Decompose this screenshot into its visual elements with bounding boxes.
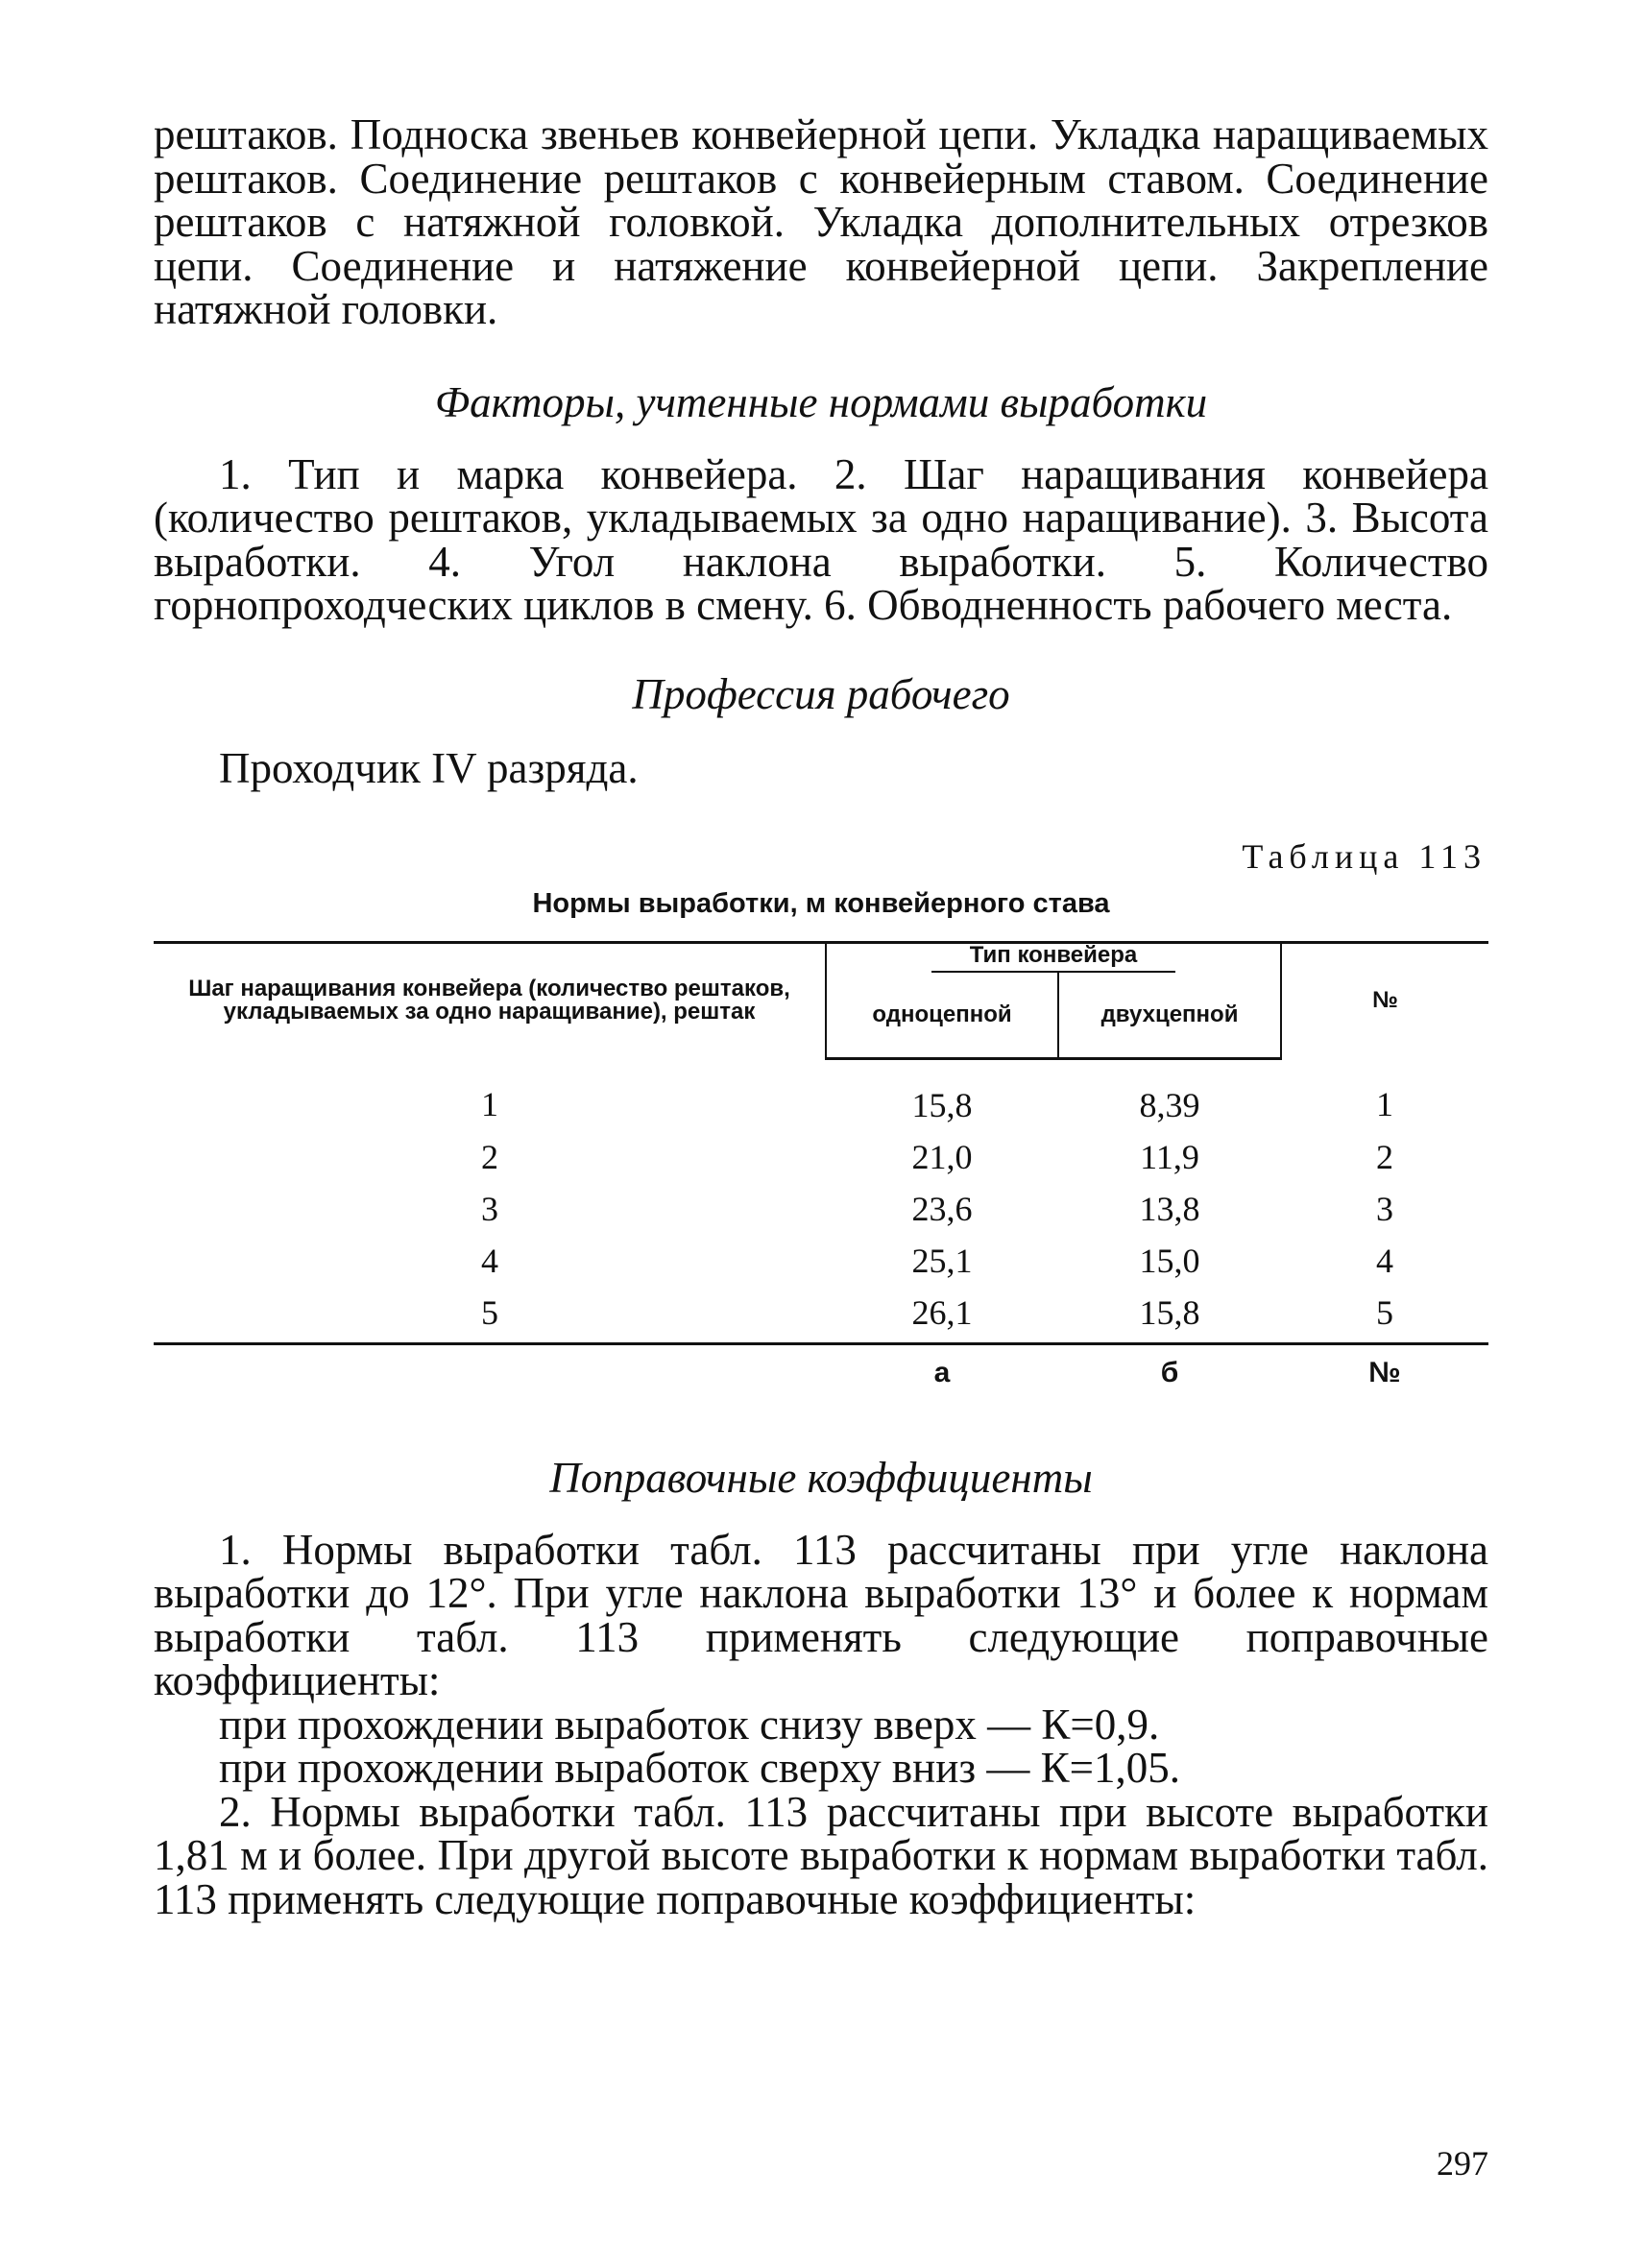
table-row (154, 1131, 1488, 1183)
norms-table (154, 941, 1488, 1390)
cell-num: 4 (1376, 1241, 1394, 1280)
page-number: 297 (1437, 2144, 1488, 2183)
cell-num: 5 (1281, 1287, 1488, 1344)
table-row (154, 1183, 1488, 1235)
corrections-item-1-down: при прохождении выработок сверху вниз — К=1,05. (219, 1744, 1180, 1792)
cell-single: 15,8 (911, 1085, 973, 1124)
header-number: № (1281, 942, 1488, 1058)
corrections-item-1-up: при прохождении выработок снизу вверх — К=0,9. (219, 1700, 1160, 1749)
table-row (154, 1235, 1488, 1287)
profession-heading: Профессия рабочего (632, 669, 1010, 718)
profession-text: Проходчик IV разряда. (219, 743, 639, 792)
corrections-item-1: 1. Нормы выработки табл. 113 рассчитаны при угле наклона выработки до 12°. При угле наклона выработки 13° и более к нормам выработки табл. 113 применять следующие поправочные коэффициенты: (154, 1525, 1488, 1704)
footer-double: б (1160, 1356, 1179, 1388)
corrections-item-2: 2. Нормы выработки табл. 113 рассчитаны при высоте выработки 1,81 м и более. При другой высоте выработки к нормам выработки табл. 113 применять следующие поправочные коэффициенты: (154, 1787, 1488, 1923)
footer-num: № (1368, 1356, 1401, 1388)
cell-step: 2 (481, 1137, 498, 1176)
cell-double: 15,0 (1139, 1241, 1200, 1280)
cell-double: 11,9 (1140, 1137, 1199, 1176)
header-conveyor-type-label: Тип конвейера (931, 944, 1175, 973)
cell-num: 2 (1376, 1137, 1394, 1176)
table-footer-row (154, 1343, 1488, 1390)
cell-num: 3 (1376, 1189, 1394, 1228)
cell-step: 1 (481, 1084, 498, 1123)
cell-step: 5 (154, 1287, 826, 1344)
cell-single: 26,1 (826, 1287, 1058, 1344)
table-title: Нормы выработки, м конвейерного става (532, 887, 1110, 919)
header-step: Шаг наращивания конвейера (количество рештаков, укладываемых за одно наращивание), рештак (154, 942, 826, 1058)
cell-single: 23,6 (911, 1189, 973, 1228)
document-page (154, 110, 1488, 1923)
cell-double: 15,8 (1058, 1287, 1281, 1344)
cell-single: 25,1 (911, 1241, 973, 1280)
cell-double: 13,8 (1139, 1189, 1200, 1228)
table-row (154, 1058, 1488, 1131)
cell-single: 21,0 (911, 1137, 973, 1176)
footer-single: а (933, 1356, 951, 1388)
header-single-chain: одноцепной (826, 973, 1058, 1059)
intro-paragraph: рештаков. Подноска звеньев конвейерной цепи. Укладка наращиваемых рештаков. Соединение рештаков с конвейерным ставом. Соединение рештаков с натяжной головкой. Укладка дополнительных отрезков цепи. Соединение и натяжение конвейерной цепи. Закрепление натяжной головки. (154, 110, 1488, 333)
factors-heading: Факторы, учтенные нормами выработки (434, 377, 1208, 426)
header-double-chain: двухцепной (1058, 973, 1281, 1059)
cell-double: 8,39 (1139, 1085, 1200, 1124)
cell-step: 4 (481, 1241, 498, 1280)
cell-num: 1 (1376, 1084, 1394, 1123)
cell-step: 3 (481, 1189, 498, 1228)
table-row (154, 1287, 1488, 1344)
footer-empty (154, 1343, 826, 1390)
factors-paragraph: 1. Тип и марка конвейера. 2. Шаг наращивания конвейера (количество рештаков, укладываемых за одно наращивание). 3. Высота выработки. 4. Угол наклона выработки. 5. Количество горнопроходческих циклов в смену. 6. Обводненность рабочего места. (154, 449, 1488, 629)
corrections-heading: Поправочные коэффициенты (549, 1453, 1093, 1502)
header-conveyor-type (826, 942, 1281, 973)
table-label: Таблица 113 (1242, 836, 1487, 876)
